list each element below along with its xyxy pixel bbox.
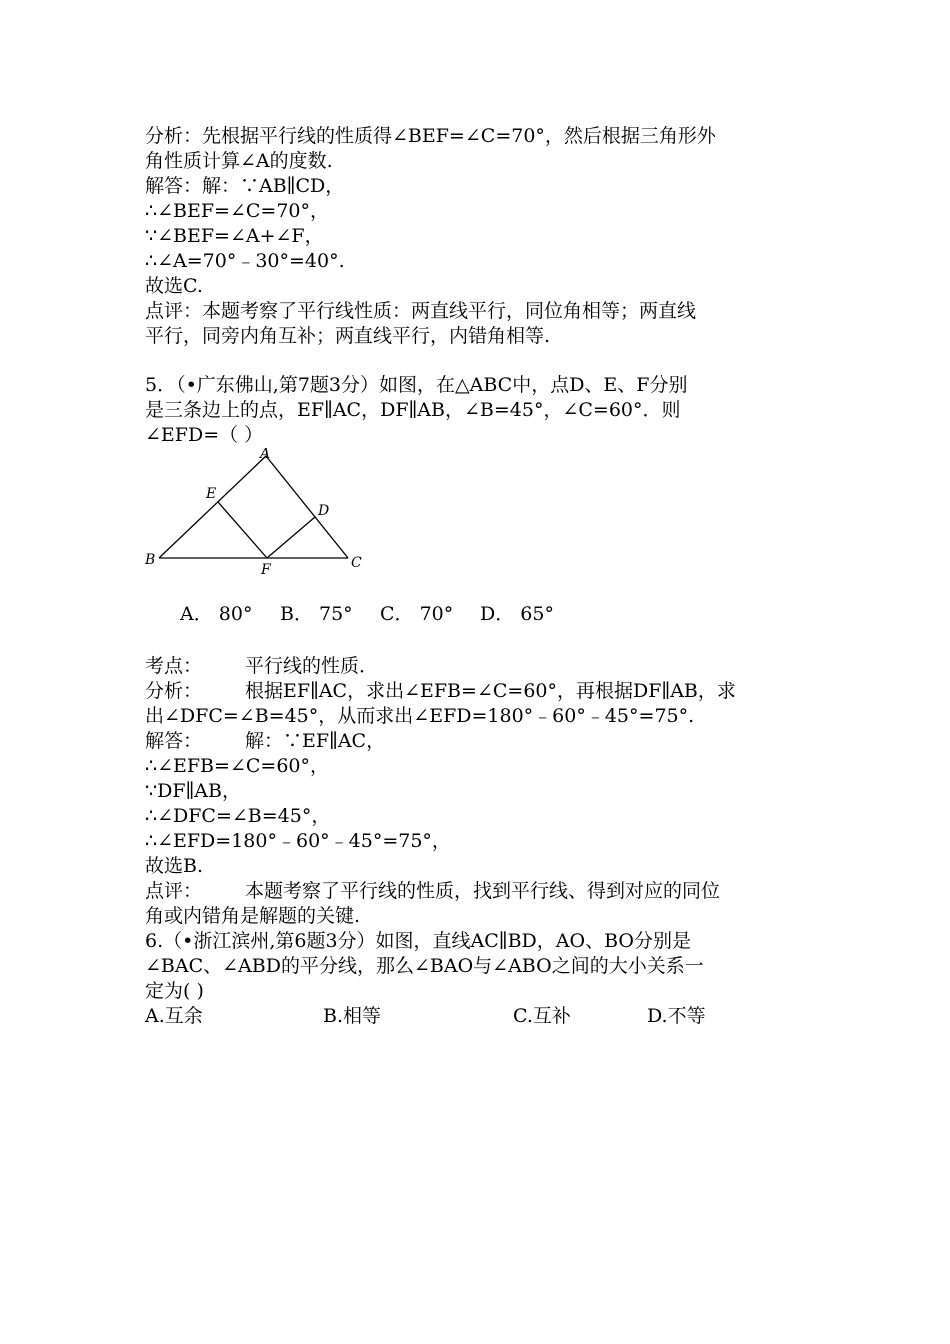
choice-b[interactable]: B． 75° [280, 603, 353, 625]
text-line: 平行，同旁内角互补；两直线平行，内错角相等. [145, 325, 551, 347]
triangle-figure [145, 448, 375, 576]
point-text: 平行线的性质． [245, 655, 379, 677]
segment-fd [267, 517, 315, 558]
text-line: 定为( ) [145, 980, 204, 1002]
option-d[interactable]: D.不等 [647, 1005, 706, 1027]
q5-analysis [145, 679, 810, 729]
side-ab [159, 456, 266, 558]
text-line: 点评：本题考察了平行线性质：两直线平行，同位角相等；两直线 [145, 300, 697, 322]
option-a[interactable]: A.互余 [145, 1005, 203, 1027]
text-line: ∴∠A=70°﹣30°=40°. [145, 250, 345, 272]
text-line: 出∠DFC=∠B=45°，从而求出∠EFD=180°﹣60°﹣45°=75°. [145, 705, 695, 727]
text-line: 角性质计算∠A的度数. [145, 150, 333, 172]
text-line: ∠BAC、∠ABD的平分线，那么∠BAO与∠ABO之间的大小关系一 [145, 955, 704, 977]
choice-d[interactable]: D． 65° [480, 603, 554, 625]
text-line: 故选B. [145, 855, 204, 877]
solution-label: 解答： [145, 730, 203, 752]
text-line: ∵∠BEF=∠A+∠F， [145, 225, 324, 247]
text-line: ∴∠EFD=180°﹣60°﹣45°=75°， [145, 830, 451, 852]
text-line: ∴∠DFC=∠B=45°， [145, 805, 331, 827]
text-line: ∴∠BEF=∠C=70°， [145, 200, 329, 222]
vertex-label-c: C [351, 555, 362, 571]
option-b[interactable]: B.相等 [323, 1005, 382, 1027]
analysis-label: 分析： [145, 680, 203, 702]
vertex-label-a: A [260, 448, 271, 462]
text-line: 解答：解：∵AB∥CD， [145, 175, 345, 197]
text-line: 故选C. [145, 275, 203, 297]
q4-analysis [145, 124, 810, 174]
q5-stem [145, 373, 810, 448]
point-label-f: F [261, 562, 271, 576]
comment-label: 点评： [145, 880, 203, 902]
q5-comment [145, 879, 810, 929]
q4-solution [145, 174, 810, 299]
text-line: 解：∵EF∥AC， [245, 730, 386, 752]
q4-comment [145, 299, 810, 349]
option-c[interactable]: C.互补 [513, 1005, 571, 1027]
segment-ef [218, 502, 267, 558]
text-line: 根据EF∥AC，求出∠EFB=∠C=60°，再根据DF∥AB，求 [245, 680, 736, 702]
text-line: 是三条边上的点，EF∥AC，DF∥AB，∠B=45°，∠C=60°．则 [145, 399, 681, 421]
choice-c[interactable]: C． 70° [380, 603, 454, 625]
point-label-e: E [206, 486, 217, 502]
q6-stem [145, 929, 810, 1004]
document-body [145, 124, 810, 1029]
triangle-diagram [145, 448, 375, 576]
side-ac [266, 456, 348, 558]
text-line: 6.（•浙江滨州,第6题3分）如图，直线AC∥BD，AO、BO分别是 [145, 930, 691, 952]
text-line: ∠EFD=（ ） [145, 424, 264, 446]
text-line: 本题考察了平行线的性质，找到平行线、得到对应的同位 [245, 880, 721, 902]
q5-point [145, 654, 810, 679]
choice-a[interactable]: A． 80° [180, 603, 253, 625]
q5-solution [145, 729, 810, 879]
text-line: 角或内错角是解题的关键. [145, 905, 361, 927]
text-line: 5．（•广东佛山,第7题3分）如图，在△ABC中，点D、E、F分别 [145, 374, 688, 396]
q5-choices [145, 602, 810, 628]
point-label-d: D [318, 503, 330, 519]
text-line: ∴∠EFB=∠C=60°， [145, 755, 329, 777]
q6-options [145, 1004, 810, 1029]
point-label: 考点： [145, 655, 203, 677]
text-line: ∵DF∥AB， [145, 780, 241, 802]
text-line: 分析：先根据平行线的性质得∠BEF=∠C=70°，然后根据三角形外 [145, 125, 716, 147]
vertex-label-b: B [145, 552, 156, 568]
